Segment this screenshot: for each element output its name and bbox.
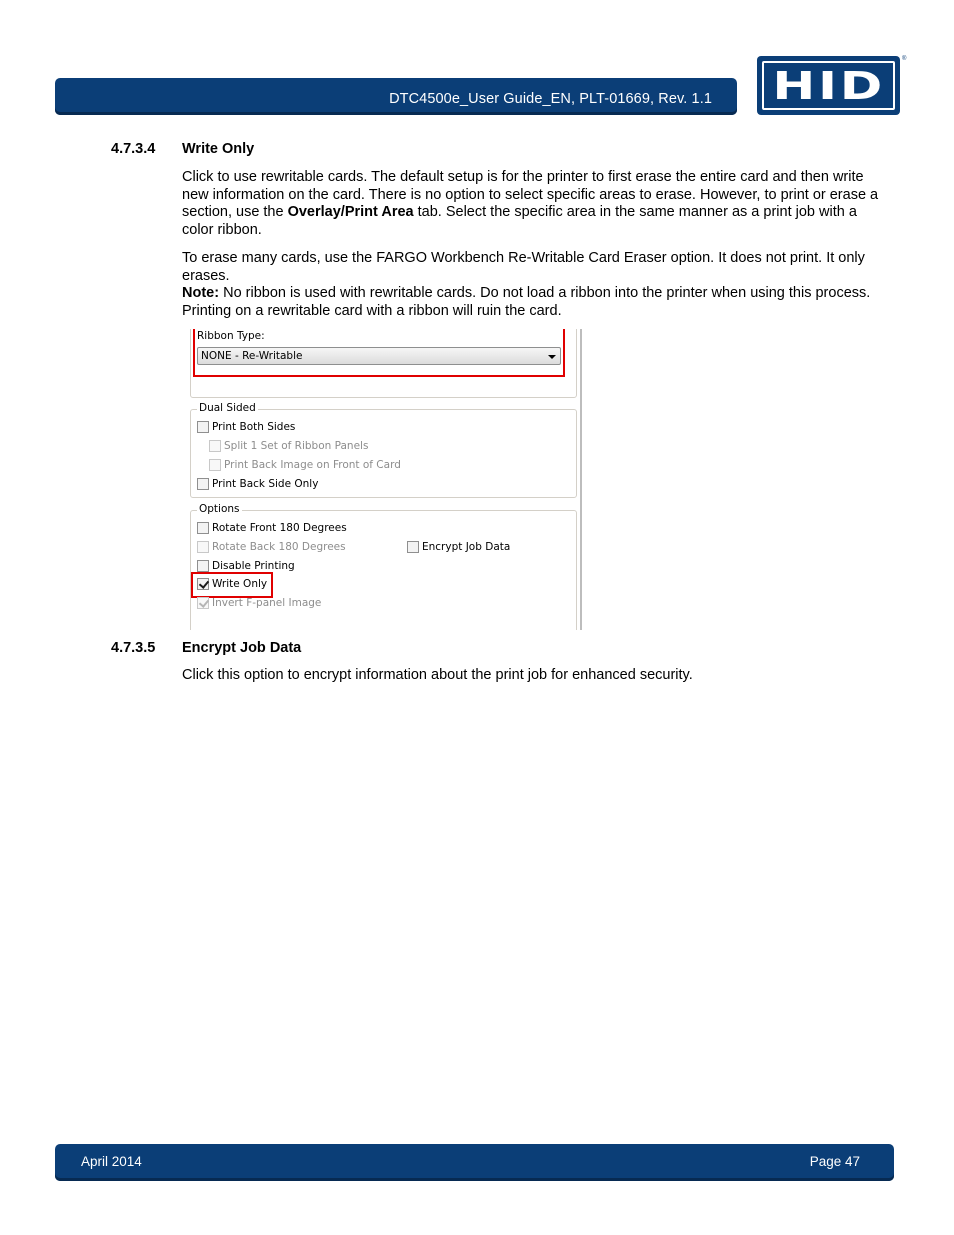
rotate-back-checkbox[interactable]: Rotate Back 180 Degrees	[197, 541, 346, 553]
options-title: Options	[199, 503, 240, 515]
checkbox-icon[interactable]	[209, 440, 221, 452]
section-title: Write Only	[182, 141, 255, 157]
write-only-checkbox[interactable]: Write Only	[197, 578, 267, 590]
print-back-only-checkbox[interactable]: Print Back Side Only	[197, 478, 318, 490]
paragraph-encrypt-job: Click this option to encrypt information about the print job for enhanced security.	[182, 667, 693, 683]
checkbox-checked-icon[interactable]	[197, 578, 209, 590]
rotate-front-checkbox[interactable]: Rotate Front 180 Degrees	[197, 522, 347, 534]
print-back-on-front-checkbox[interactable]: Print Back Image on Front of Card	[209, 459, 401, 471]
ribbon-type-value: NONE - Re-Writable	[201, 350, 303, 362]
encrypt-job-data-checkbox[interactable]: Encrypt Job Data	[407, 541, 510, 553]
checkbox-icon[interactable]	[197, 541, 209, 553]
section-number: 4.7.3.5	[111, 640, 156, 656]
checkbox-icon[interactable]	[197, 522, 209, 534]
registered-mark: ®	[902, 56, 907, 62]
section-number: 4.7.3.4	[111, 141, 156, 157]
header-bar	[55, 78, 737, 115]
printer-settings-screenshot	[186, 329, 584, 630]
paragraph-erase-many: To erase many cards, use the FARGO Workbench Re-Writable Card Eraser option. It does not print. It only erases. Note: No ribbon is used with rewritable cards. Do not load a ribbon into the printer when using this process. Printing on a rewritable card with a ribbon will ruin the card.	[182, 250, 871, 319]
dual-sided-title: Dual Sided	[199, 402, 256, 414]
invert-fpanel-checkbox[interactable]: Invert F-panel Image	[197, 597, 321, 609]
print-both-sides-checkbox[interactable]: Print Both Sides	[197, 421, 295, 433]
hid-logo	[757, 56, 900, 115]
overlay-print-area-ref: Overlay/Print Area	[287, 204, 414, 220]
logo-text: HID	[772, 63, 885, 108]
footer-date: April 2014	[81, 1154, 142, 1169]
document-title: DTC4500e_User Guide_EN, PLT-01669, Rev. 1.1	[389, 91, 712, 107]
ribbon-type-dropdown[interactable]	[197, 347, 561, 365]
paragraph-write-only-intro: Click to use rewritable cards. The default setup is for the printer to first erase the entire card and then write new information on the card. There is no option to select specific areas to erase. However, to print or erase a section, use the Overlay/Print Area tab. Select the specific area in the same manner as a print job with a color ribbon.	[182, 169, 879, 238]
checkbox-icon[interactable]	[209, 459, 221, 471]
checkbox-icon[interactable]	[197, 560, 209, 572]
split-ribbon-checkbox[interactable]: Split 1 Set of Ribbon Panels	[209, 440, 368, 452]
ribbon-type-label: Ribbon Type:	[197, 330, 265, 342]
footer-bar	[55, 1144, 894, 1181]
checkbox-icon[interactable]	[407, 541, 419, 553]
section-title: Encrypt Job Data	[182, 640, 302, 656]
page-number: Page 47	[809, 1154, 860, 1169]
note-text: No ribbon is used with rewritable cards. Do not load a ribbon into the printer when using this process. Printing on a rewritable card with a ribbon will ruin the card.	[182, 285, 871, 319]
checkbox-icon[interactable]	[197, 421, 209, 433]
dropdown-arrow-icon	[548, 355, 556, 359]
ribbon-type-highlight	[193, 329, 565, 377]
checkbox-checked-icon[interactable]	[197, 597, 209, 609]
note-label: Note:	[182, 285, 220, 301]
disable-printing-checkbox[interactable]: Disable Printing	[197, 560, 295, 572]
checkbox-icon[interactable]	[197, 478, 209, 490]
